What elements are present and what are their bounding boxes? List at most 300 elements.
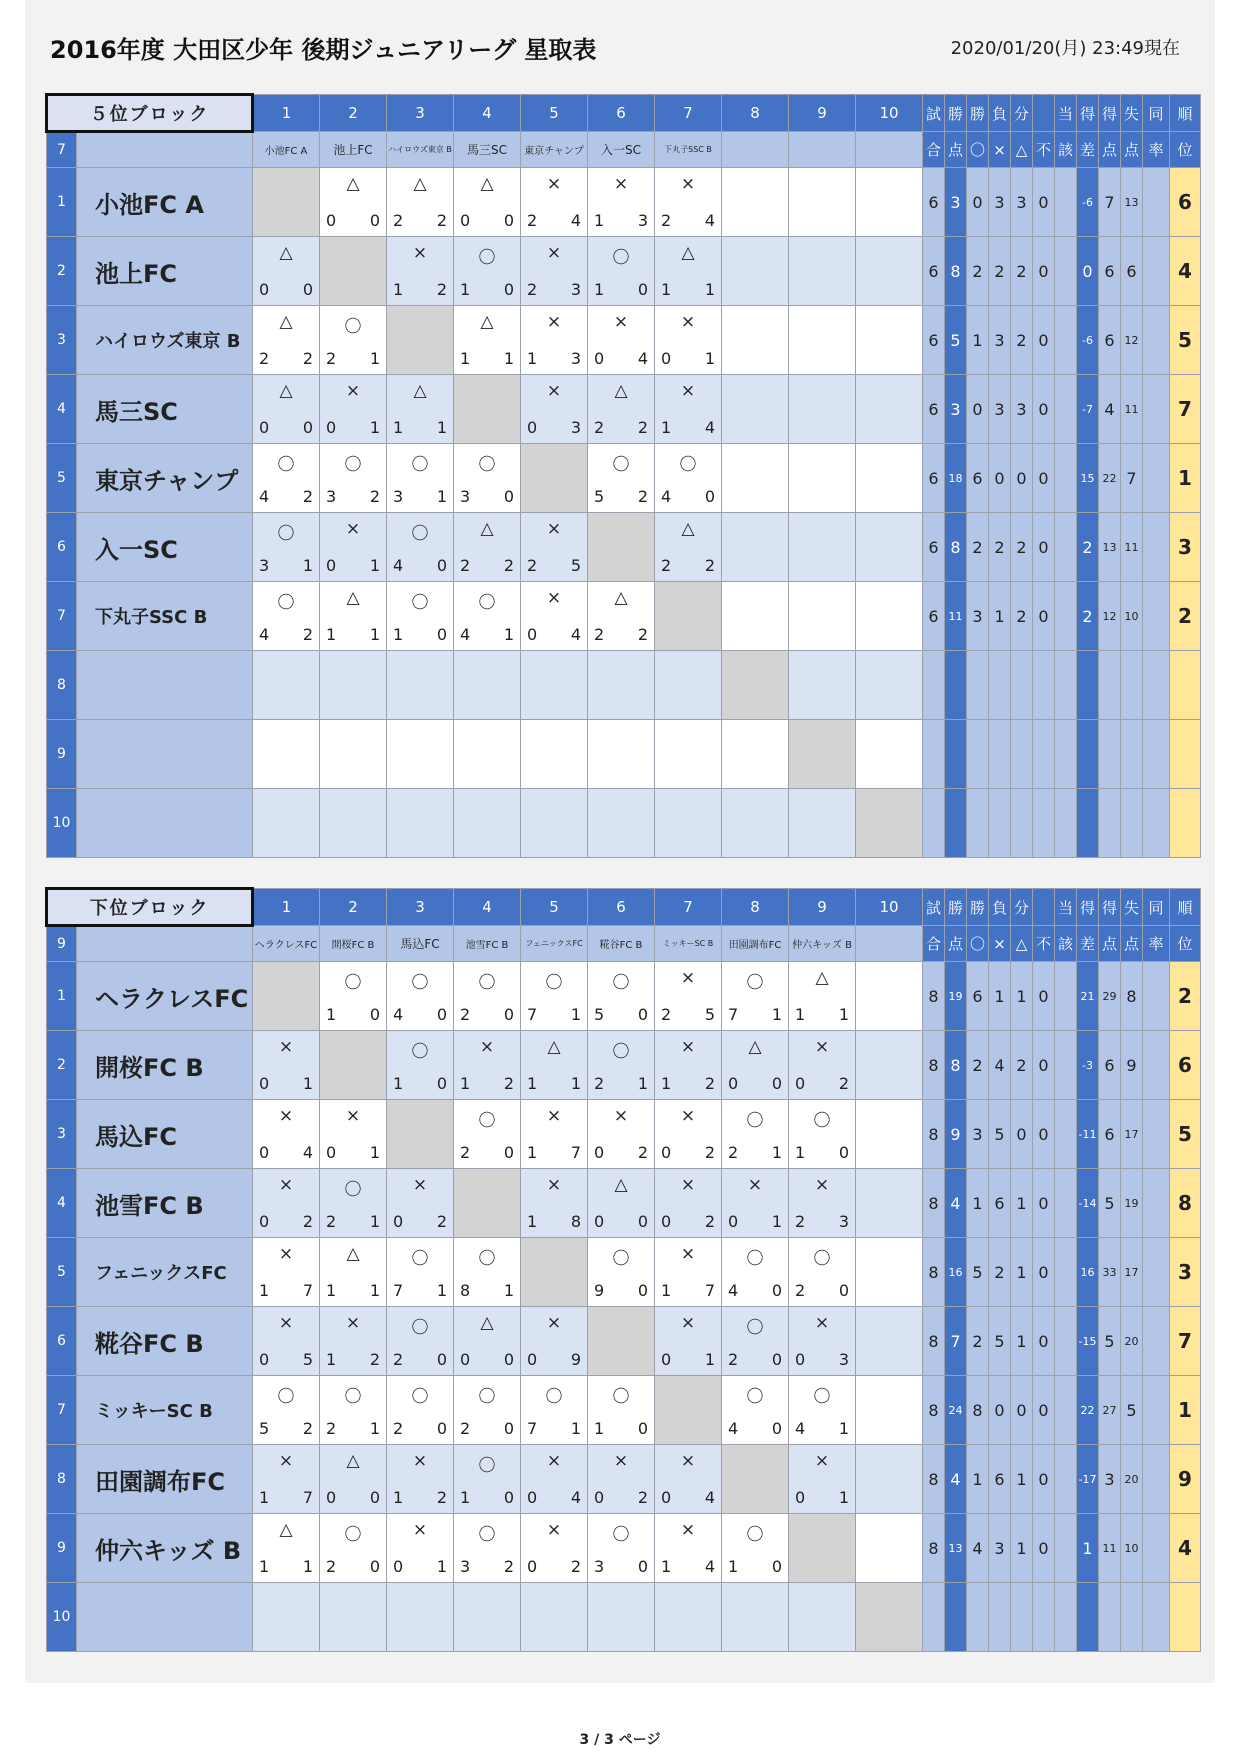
team-name: 糀谷FC B — [77, 1307, 253, 1376]
stat-value: 2 — [1011, 582, 1033, 651]
result-mark: × — [278, 1451, 294, 1471]
match-result-cell — [856, 1307, 923, 1376]
goals-against: 0 — [436, 1074, 448, 1093]
goals-for: 1 — [326, 1281, 337, 1300]
stat-value — [1170, 1583, 1201, 1652]
stat-value — [1055, 1514, 1077, 1583]
goals-against: 2 — [503, 1074, 515, 1093]
result-mark: × — [814, 1451, 830, 1471]
diagonal-cell — [387, 1100, 454, 1169]
goals-for: 5 — [259, 1419, 270, 1438]
result-mark: 〇 — [277, 1387, 295, 1407]
goals-against: 0 — [637, 1557, 649, 1576]
match-result-cell — [454, 789, 521, 858]
stat-header-top: 得 — [1077, 95, 1099, 132]
stat-value: 1 — [989, 962, 1011, 1031]
stat-value — [967, 651, 989, 720]
stat-value: 2 — [967, 1031, 989, 1100]
match-result-cell — [722, 1376, 789, 1445]
result-mark: 〇 — [612, 1249, 630, 1269]
result-mark: × — [680, 1520, 696, 1540]
goals-for: 1 — [527, 1074, 538, 1093]
stat-value: 3 — [1011, 375, 1033, 444]
stat-value: 1 — [1011, 1445, 1033, 1514]
result-mark: 〇 — [411, 1387, 429, 1407]
goals-against: 1 — [302, 1074, 314, 1093]
row-number: 7 — [47, 1376, 77, 1445]
header-team-name — [856, 926, 923, 962]
goals-against: 0 — [436, 556, 448, 575]
header-team-name: 仲六キッズ B — [789, 926, 856, 962]
goals-against: 3 — [838, 1212, 850, 1231]
table-row — [47, 1307, 1201, 1376]
goals-for: 1 — [661, 280, 672, 299]
match-result-cell — [253, 375, 320, 444]
table-row — [47, 1445, 1201, 1514]
stat-header-bottom: 不 — [1033, 926, 1055, 962]
result-mark: 〇 — [344, 1525, 362, 1545]
goals-against: 0 — [503, 1143, 515, 1162]
stat-value — [1077, 651, 1099, 720]
stat-value: 0 — [989, 1376, 1011, 1445]
goals-for: 2 — [594, 418, 605, 437]
goals-against: 4 — [704, 1557, 716, 1576]
block-name: ５位ブロック — [47, 95, 253, 132]
stat-value — [1099, 789, 1121, 858]
stat-value — [1170, 789, 1201, 858]
column-number: 8 — [722, 889, 789, 926]
stat-value: 4 — [945, 1445, 967, 1514]
goals-against: 0 — [503, 1350, 515, 1369]
result-mark: 〇 — [478, 455, 496, 475]
goals-for: 1 — [594, 280, 605, 299]
header-team-name: 馬三SC — [454, 132, 521, 168]
table-row — [47, 1031, 1201, 1100]
result-mark: 〇 — [478, 1111, 496, 1131]
result-mark: △ — [480, 1313, 494, 1333]
goals-against: 0 — [771, 1281, 783, 1300]
match-result-cell — [789, 582, 856, 651]
match-result-cell — [253, 582, 320, 651]
goals-for: 4 — [728, 1281, 739, 1300]
column-number: 10 — [856, 889, 923, 926]
goals-against: 7 — [704, 1281, 716, 1300]
goals-for: 0 — [527, 1557, 538, 1576]
goals-for: 0 — [259, 1143, 270, 1162]
goals-for: 2 — [460, 1143, 471, 1162]
goals-against: 1 — [369, 625, 381, 644]
goals-against: 1 — [503, 1281, 515, 1300]
result-mark: △ — [346, 1451, 360, 1471]
header-team-name: 糀谷FC B — [588, 926, 655, 962]
stat-value: 9 — [1121, 1031, 1143, 1100]
goals-for: 1 — [460, 1488, 471, 1507]
result-mark: × — [613, 1451, 629, 1471]
match-result-cell — [454, 582, 521, 651]
stat-value — [1055, 237, 1077, 306]
stat-value — [1143, 1376, 1170, 1445]
match-result-cell — [454, 720, 521, 789]
result-mark: 〇 — [344, 455, 362, 475]
goals-against: 0 — [838, 1281, 850, 1300]
match-result-cell — [454, 1307, 521, 1376]
header-team-name: 田園調布FC — [722, 926, 789, 962]
match-result-cell — [856, 1445, 923, 1514]
match-result-cell — [588, 582, 655, 651]
goals-for: 0 — [661, 349, 672, 368]
goals-against: 1 — [570, 1419, 582, 1438]
goals-for: 1 — [259, 1557, 270, 1576]
stat-value — [1055, 1031, 1077, 1100]
stat-value — [1143, 1238, 1170, 1307]
stat-header-top: 負 — [989, 889, 1011, 926]
goals-against: 7 — [302, 1281, 314, 1300]
diagonal-cell — [655, 1376, 722, 1445]
stat-value — [1143, 1031, 1170, 1100]
goals-for: 3 — [393, 487, 404, 506]
row-number: 7 — [47, 582, 77, 651]
header-team-name: 入一SC — [588, 132, 655, 168]
stat-value — [1033, 789, 1055, 858]
goals-against: 0 — [771, 1074, 783, 1093]
stat-value: 11 — [1099, 1514, 1121, 1583]
stat-header-bottom: 〇 — [967, 132, 989, 168]
diagonal-cell — [521, 1238, 588, 1307]
goals-for: 7 — [527, 1005, 538, 1024]
match-result-cell — [521, 1307, 588, 1376]
stat-value: 0 — [1033, 1238, 1055, 1307]
stat-value: 16 — [1077, 1238, 1099, 1307]
table-row — [47, 1100, 1201, 1169]
match-result-cell — [320, 720, 387, 789]
row-number: 1 — [47, 168, 77, 237]
result-mark: × — [412, 1175, 428, 1195]
goals-for: 0 — [795, 1074, 806, 1093]
result-mark: × — [412, 1520, 428, 1540]
match-result-cell — [521, 1514, 588, 1583]
goals-for: 2 — [326, 1557, 337, 1576]
goals-for: 1 — [661, 1281, 672, 1300]
result-mark: × — [613, 1106, 629, 1126]
stat-value: 6 — [967, 444, 989, 513]
team-name: 下丸子SSC B — [77, 582, 253, 651]
result-mark: 〇 — [612, 248, 630, 268]
stat-value: 24 — [945, 1376, 967, 1445]
result-mark: 〇 — [478, 1456, 496, 1476]
match-result-cell — [856, 1514, 923, 1583]
result-mark: △ — [480, 312, 494, 332]
stat-value — [945, 651, 967, 720]
result-mark: × — [546, 1520, 562, 1540]
result-mark: 〇 — [478, 1387, 496, 1407]
goals-for: 2 — [393, 211, 404, 230]
stat-value: 8 — [1170, 1169, 1201, 1238]
goals-for: 3 — [259, 556, 270, 575]
result-mark: × — [546, 1106, 562, 1126]
stat-value: 6 — [923, 237, 945, 306]
goals-against: 4 — [570, 1488, 582, 1507]
match-result-cell — [253, 720, 320, 789]
diagonal-cell — [588, 513, 655, 582]
team-name: 池上FC — [77, 237, 253, 306]
match-result-cell — [655, 1307, 722, 1376]
stat-value: 19 — [945, 962, 967, 1031]
match-result-cell — [856, 1031, 923, 1100]
stat-value — [1077, 1583, 1099, 1652]
stat-value: 12 — [1099, 582, 1121, 651]
stat-value: 0 — [1011, 1100, 1033, 1169]
column-number: 2 — [320, 95, 387, 132]
goals-for: 1 — [795, 1143, 806, 1162]
row-number: 3 — [47, 1100, 77, 1169]
stat-value: -17 — [1077, 1445, 1099, 1514]
row-number: 3 — [47, 306, 77, 375]
goals-against: 0 — [771, 1350, 783, 1369]
match-result-cell — [521, 962, 588, 1031]
team-name: 池雪FC B — [77, 1169, 253, 1238]
stat-value — [923, 1583, 945, 1652]
stat-value: 2 — [967, 1307, 989, 1376]
match-result-cell — [655, 306, 722, 375]
team-name: 仲六キッズ B — [77, 1514, 253, 1583]
stat-value — [1143, 168, 1170, 237]
stat-value: 5 — [1121, 1376, 1143, 1445]
goals-for: 2 — [393, 1419, 404, 1438]
stat-value — [1033, 1583, 1055, 1652]
goals-for: 1 — [259, 1281, 270, 1300]
goals-for: 2 — [795, 1281, 806, 1300]
stat-value — [1121, 651, 1143, 720]
team-name: ミッキーSC B — [77, 1376, 253, 1445]
match-result-cell — [588, 720, 655, 789]
stat-value — [1055, 789, 1077, 858]
goals-for: 1 — [795, 1005, 806, 1024]
column-number: 8 — [722, 95, 789, 132]
stat-value: 0 — [989, 444, 1011, 513]
diagonal-cell — [856, 1583, 923, 1652]
stat-value: 11 — [1121, 375, 1143, 444]
goals-against: 1 — [637, 1074, 649, 1093]
match-result-cell — [521, 651, 588, 720]
goals-against: 4 — [704, 418, 716, 437]
stat-value: -14 — [1077, 1169, 1099, 1238]
result-mark: × — [278, 1244, 294, 1264]
stat-value: 2 — [1011, 513, 1033, 582]
goals-against: 2 — [637, 418, 649, 437]
stat-header-top: 当 — [1055, 889, 1077, 926]
goals-for: 2 — [527, 280, 538, 299]
stat-value: 2 — [1170, 582, 1201, 651]
match-result-cell — [320, 582, 387, 651]
match-result-cell — [454, 513, 521, 582]
match-result-cell — [655, 237, 722, 306]
result-mark: 〇 — [277, 593, 295, 613]
stat-value — [923, 651, 945, 720]
stat-header-top: 勝 — [945, 889, 967, 926]
goals-for: 1 — [393, 1488, 404, 1507]
match-result-cell — [856, 1100, 923, 1169]
stat-value — [1033, 651, 1055, 720]
column-number: 1 — [253, 889, 320, 926]
stat-value: 3 — [1011, 168, 1033, 237]
table-row — [47, 1169, 1201, 1238]
match-result-cell — [387, 1445, 454, 1514]
goals-for: 2 — [661, 1005, 672, 1024]
match-result-cell — [789, 237, 856, 306]
stat-value — [1143, 651, 1170, 720]
stat-value — [1143, 1100, 1170, 1169]
goals-for: 0 — [594, 349, 605, 368]
match-result-cell — [789, 789, 856, 858]
match-result-cell — [320, 1583, 387, 1652]
goals-against: 0 — [369, 1488, 381, 1507]
stat-value: 7 — [945, 1307, 967, 1376]
result-mark: △ — [279, 312, 293, 332]
stat-value: 5 — [967, 1238, 989, 1307]
match-result-cell — [320, 168, 387, 237]
match-result-cell — [521, 1583, 588, 1652]
result-mark: 〇 — [411, 524, 429, 544]
result-mark: △ — [413, 381, 427, 401]
stat-value: 3 — [989, 1514, 1011, 1583]
stat-value — [1011, 720, 1033, 789]
stat-value: 1 — [1170, 1376, 1201, 1445]
goals-for: 7 — [728, 1005, 739, 1024]
goals-for: 4 — [259, 625, 270, 644]
stat-header-bottom: △ — [1011, 132, 1033, 168]
match-result-cell — [856, 375, 923, 444]
table-row — [47, 720, 1201, 789]
goals-for: 8 — [460, 1281, 471, 1300]
match-result-cell — [387, 1376, 454, 1445]
stat-value: 4 — [1099, 375, 1121, 444]
match-result-cell — [789, 651, 856, 720]
stat-value: 9 — [1170, 1445, 1201, 1514]
stat-value — [989, 1583, 1011, 1652]
result-mark: × — [680, 174, 696, 194]
stat-header-bottom: × — [989, 132, 1011, 168]
result-mark: 〇 — [612, 1525, 630, 1545]
diagonal-cell — [856, 789, 923, 858]
goals-for: 1 — [326, 1005, 337, 1024]
match-result-cell — [320, 1169, 387, 1238]
stat-value: 3 — [967, 1100, 989, 1169]
goals-for: 1 — [661, 1557, 672, 1576]
result-mark: 〇 — [612, 1042, 630, 1062]
goals-for: 0 — [728, 1074, 739, 1093]
stat-value: 19 — [1121, 1169, 1143, 1238]
goals-for: 1 — [393, 1074, 404, 1093]
match-result-cell — [722, 720, 789, 789]
match-result-cell — [789, 1031, 856, 1100]
stat-value — [1143, 1514, 1170, 1583]
stat-value — [967, 1583, 989, 1652]
match-result-cell — [320, 1445, 387, 1514]
match-result-cell — [722, 375, 789, 444]
result-mark: 〇 — [478, 593, 496, 613]
result-mark: △ — [480, 519, 494, 539]
match-result-cell — [521, 789, 588, 858]
goals-for: 1 — [594, 1419, 605, 1438]
match-result-cell — [588, 444, 655, 513]
stat-value — [967, 789, 989, 858]
goals-against: 0 — [704, 487, 716, 506]
stat-value: 6 — [1099, 1100, 1121, 1169]
match-result-cell — [521, 1031, 588, 1100]
stat-value: 4 — [1170, 237, 1201, 306]
goals-against: 2 — [436, 211, 448, 230]
result-mark: △ — [614, 1175, 628, 1195]
result-mark: × — [546, 1313, 562, 1333]
stat-value: 13 — [945, 1514, 967, 1583]
stat-header-top: 順 — [1170, 889, 1201, 926]
stat-value — [1077, 720, 1099, 789]
column-number: 2 — [320, 889, 387, 926]
stat-header-top — [1033, 889, 1055, 926]
goals-against: 4 — [704, 1488, 716, 1507]
goals-against: 1 — [369, 1212, 381, 1231]
stat-value: 5 — [1099, 1307, 1121, 1376]
stat-value — [1099, 1583, 1121, 1652]
header-team-name: 東京チャンプ — [521, 132, 588, 168]
stat-value: 2 — [1011, 306, 1033, 375]
stat-value: 15 — [1077, 444, 1099, 513]
match-result-cell — [320, 1376, 387, 1445]
result-mark: 〇 — [813, 1111, 831, 1131]
stat-value: 0 — [1077, 237, 1099, 306]
team-name: 馬三SC — [77, 375, 253, 444]
stat-value: 1 — [989, 582, 1011, 651]
match-result-cell — [521, 1376, 588, 1445]
goals-against: 0 — [503, 1005, 515, 1024]
stat-value: 2 — [1077, 582, 1099, 651]
match-result-cell — [521, 306, 588, 375]
goals-against: 4 — [570, 625, 582, 644]
header-team-name — [856, 132, 923, 168]
goals-for: 2 — [259, 349, 270, 368]
stat-value: 6 — [923, 513, 945, 582]
stat-value: -6 — [1077, 306, 1099, 375]
stat-value: 1 — [967, 1169, 989, 1238]
match-result-cell — [588, 651, 655, 720]
stat-header-bottom: 合 — [923, 926, 945, 962]
result-mark: × — [546, 588, 562, 608]
diagonal-cell — [454, 375, 521, 444]
stat-header-top: 失 — [1121, 889, 1143, 926]
result-mark: × — [613, 312, 629, 332]
result-mark: 〇 — [478, 248, 496, 268]
result-mark: △ — [748, 1037, 762, 1057]
match-result-cell — [387, 375, 454, 444]
stat-value: 10 — [1121, 1514, 1143, 1583]
stat-value: 0 — [1033, 1169, 1055, 1238]
goals-against: 2 — [436, 280, 448, 299]
stat-value: 4 — [989, 1031, 1011, 1100]
stat-value: 2 — [967, 513, 989, 582]
match-result-cell — [320, 1238, 387, 1307]
match-result-cell — [588, 375, 655, 444]
stat-header-bottom: 点 — [1099, 926, 1121, 962]
goals-against: 1 — [369, 349, 381, 368]
stat-value: 6 — [1170, 168, 1201, 237]
stat-header-top: 負 — [989, 95, 1011, 132]
stat-value: 0 — [1033, 1514, 1055, 1583]
goals-for: 4 — [661, 487, 672, 506]
goals-for: 0 — [527, 1488, 538, 1507]
stat-value — [1055, 444, 1077, 513]
match-result-cell — [722, 789, 789, 858]
goals-against: 2 — [302, 349, 314, 368]
